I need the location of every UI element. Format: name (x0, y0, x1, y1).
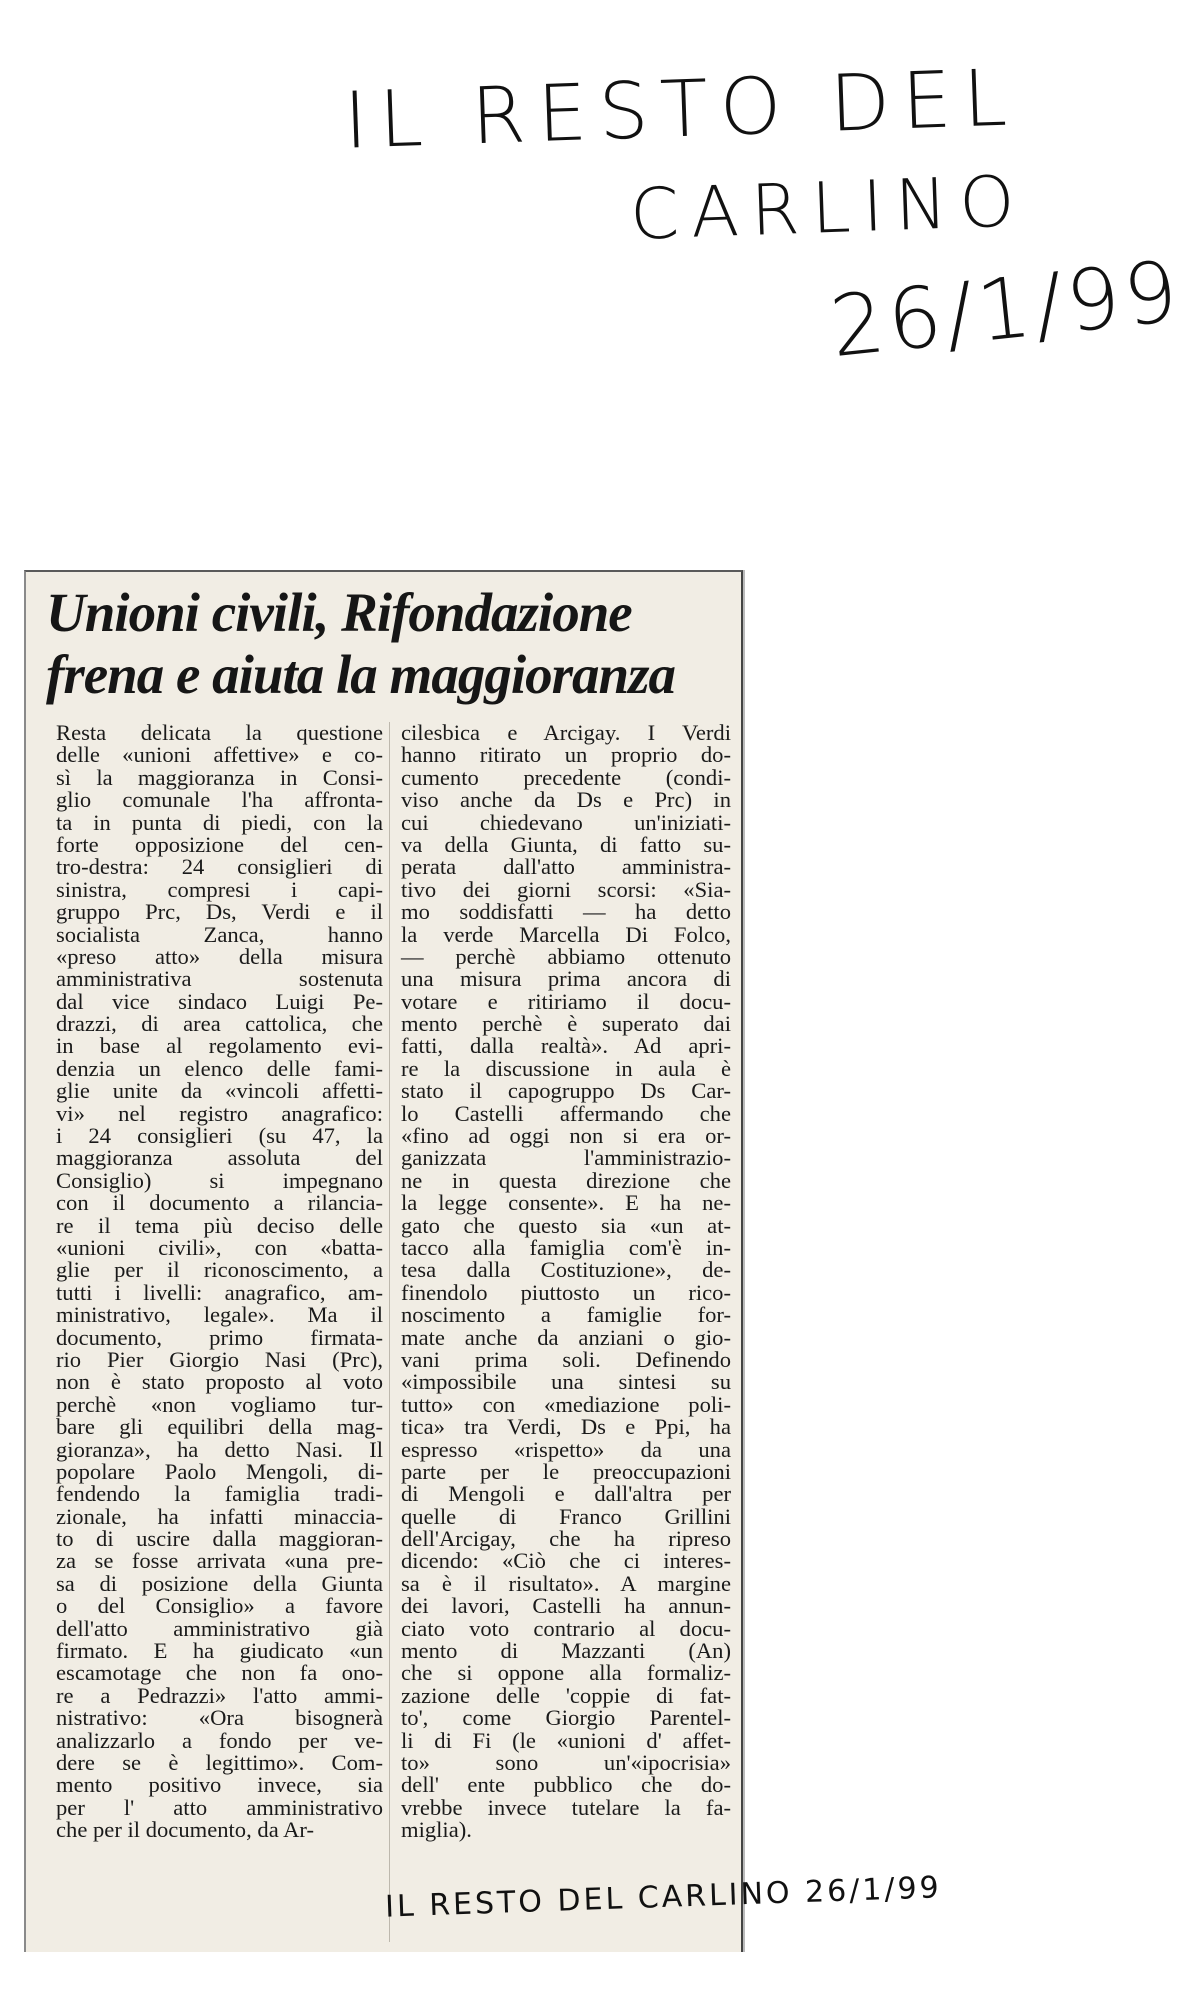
article-text-line: tica» tra Verdi, Ds e Ppi, ha (401, 1414, 731, 1440)
article-text-line: dell' ente pubblico che do- (401, 1772, 731, 1798)
article-text-line: miglia). (401, 1817, 472, 1843)
article-text-line: che per il documento, da Ar- (56, 1817, 315, 1843)
article-text-line: denzia un elenco delle fami- (56, 1055, 383, 1081)
article-headline (46, 582, 726, 706)
article-text-line: la verde Marcella Di Folco, (401, 921, 731, 947)
article-text-line: tro-destra: 24 consiglieri di (56, 854, 383, 880)
article-text-line: con il documento a rilancia- (56, 1190, 383, 1216)
article-text-line: mento perchè è superato dai (401, 1011, 731, 1037)
article-text-line: mo soddisfatti — ha detto (401, 899, 731, 925)
article-text-line: sì la maggioranza in Consi- (56, 764, 383, 790)
article-text-line: dal vice sindaco Luigi Pe- (56, 988, 383, 1014)
article-text-line: Resta delicata la questione (56, 720, 383, 745)
article-text-line: delle «unioni affettive» e co- (56, 742, 383, 768)
article-text-line: dicendo: «Ciò che ci interes- (401, 1548, 731, 1574)
article-text-line: cumento precedente (condi- (401, 764, 731, 790)
article-text-line: glie unite da «vincoli affetti- (56, 1078, 383, 1104)
article-text-line: ministrativo, legale». Ma il (56, 1302, 383, 1328)
article-text-line: per l' atto amministrativo (56, 1794, 383, 1820)
article-text-line: maggioranza assoluta del (56, 1145, 383, 1171)
article-text-line: finendolo piuttosto un rico- (401, 1279, 731, 1305)
article-text-line: tutti i livelli: anagrafico, am- (56, 1279, 383, 1305)
article-text-line: re la discussione in aula è (401, 1055, 731, 1081)
article-text-line: amministrativa sostenuta (56, 966, 383, 992)
article-text-line: hanno ritirato un proprio do- (401, 742, 731, 768)
article-text-line: za se fosse arrivata «una pre- (56, 1548, 383, 1574)
article-left-column (56, 722, 383, 1842)
article-text-line: li di Fi (le «unioni d' affet- (401, 1727, 731, 1753)
article-text-line: che si oppone alla formaliz- (401, 1660, 731, 1686)
article-text-line: votare e ritiriamo il docu- (401, 988, 731, 1014)
handwritten-annotation (330, 53, 1186, 377)
handwritten-source-note: IL RESTO DEL CARLINO 26/1/99 (384, 1870, 943, 1925)
article-text-line: sa è il risultato». A margine (401, 1570, 731, 1596)
article-text-line: dell'Arcigay, che ha ripreso (401, 1526, 731, 1552)
article-text-line: tesa dalla Costituzione», de- (401, 1257, 731, 1283)
article-text-line: in base al regolamento evi- (56, 1033, 383, 1059)
article-text-line: mate anche da anziani o gio- (401, 1324, 731, 1350)
article-text-line: ne in questa direzione che (401, 1167, 731, 1193)
article-text-line: mento positivo invece, sia (56, 1772, 383, 1798)
article-text-line: o del Consiglio» a favore (56, 1593, 383, 1619)
article-text-line: firmato. E ha giudicato «un (56, 1638, 383, 1664)
article-text-line: gato che questo sia «un at- (401, 1212, 731, 1238)
headline-line-2: frena e aiuta la maggioranza (46, 644, 676, 705)
article-text-line: espresso «rispetto» da una (401, 1436, 731, 1462)
article-text-line: zionale, ha infatti minaccia- (56, 1503, 383, 1529)
handwritten-date: 26/1/99 (825, 241, 1186, 377)
article-text-line: «unioni civili», con «batta- (56, 1234, 383, 1260)
column-divider (389, 722, 390, 1942)
article-text-line: to» sono un'«ipocrisia» (401, 1749, 731, 1775)
article-text-line: «impossibile una sintesi su (401, 1369, 731, 1395)
article-text-line: — perchè abbiamo ottenuto (401, 943, 731, 969)
article-text-line: rio Pier Giorgio Nasi (Prc), (56, 1346, 383, 1372)
article-text-line: perchè «non vogliamo tur- (56, 1391, 383, 1417)
article-text-line: to di uscire dalla maggioran- (56, 1526, 383, 1552)
article-text-line: vi» nel registro anagrafico: (56, 1100, 383, 1126)
article-text-line: ta in punta di piedi, con la (56, 809, 383, 835)
article-right-column (401, 722, 731, 1842)
article-text-line: vani prima soli. Definendo (401, 1346, 731, 1372)
article-text-line: fendendo la famiglia tradi- (56, 1481, 383, 1507)
article-text-line: la legge consente». E ha ne- (401, 1190, 731, 1216)
article-text-line: glie per il riconoscimento, a (56, 1257, 383, 1283)
article-text-line: analizzarlo a fondo per ve- (56, 1727, 383, 1753)
handwritten-newspaper-name: IL RESTO DEL (342, 53, 1021, 167)
article-text-line: dere se è legittimo». Com- (56, 1749, 383, 1775)
article-text-line: di Mengoli e dall'altra per (401, 1481, 731, 1507)
article-text-line: zazione delle 'coppie di fat- (401, 1682, 731, 1708)
article-text-line: re il tema più deciso delle (56, 1212, 383, 1238)
article-text-line: vrebbe invece tutelare la fa- (401, 1794, 731, 1820)
article-text-line: lo Castelli affermando che (401, 1100, 731, 1126)
article-text-line: tutto» con «mediazione poli- (401, 1391, 731, 1417)
article-text-line: dei lavori, Castelli ha annun- (401, 1593, 731, 1619)
article-text-line: sinistra, compresi i capi- (56, 876, 383, 902)
article-text-line: cilesbica e Arcigay. I Verdi (401, 720, 731, 745)
article-text-line: popolare Paolo Mengoli, di- (56, 1458, 383, 1484)
article-text-line: gruppo Prc, Ds, Verdi e il (56, 899, 383, 925)
article-text-line: sa di posizione della Giunta (56, 1570, 383, 1596)
headline-line-1: Unioni civili, Rifondazione (46, 582, 632, 643)
article-text-line: i 24 consiglieri (su 47, la (56, 1123, 383, 1149)
article-text-line: quelle di Franco Grillini (401, 1503, 731, 1529)
article-text-line: una misura prima ancora di (401, 966, 731, 992)
article-text-line: drazzi, di area cattolica, che (56, 1011, 383, 1037)
article-text-line: viso anche da Ds e Prc) in (401, 787, 731, 813)
article-text-line: documento, primo firmata- (56, 1324, 383, 1350)
article-text-line: non è stato proposto al voto (56, 1369, 383, 1395)
article-text-line: re a Pedrazzi» l'atto ammi- (56, 1682, 383, 1708)
article-text-line: mento di Mazzanti (An) (401, 1638, 731, 1664)
article-text-line: dell'atto amministrativo già (56, 1615, 383, 1641)
article-text-line: to', come Giorgio Parentel- (401, 1705, 731, 1731)
newspaper-clipping (24, 570, 743, 1952)
article-text-line: perata dall'atto amministra- (401, 854, 731, 880)
article-text-line: cui chiedevano un'iniziati- (401, 809, 731, 835)
article-text-line: nistrativo: «Ora bisognerà (56, 1705, 383, 1731)
article-text-line: va della Giunta, di fatto su- (401, 831, 731, 857)
article-text-line: «fino ad oggi non si era or- (401, 1123, 731, 1149)
article-text-line: «preso atto» della misura (56, 943, 383, 969)
handwritten-newspaper-name-2: CARLINO (628, 160, 1028, 256)
article-text-line: ciato voto contrario al docu- (401, 1615, 731, 1641)
article-text-line: glio comunale l'ha affronta- (56, 787, 383, 813)
article-text-line: fatti, dalla realtà». Ad apri- (401, 1033, 731, 1059)
article-text-line: tivo dei giorni scorsi: «Sia- (401, 876, 731, 902)
article-text-line: escamotage che non fa ono- (56, 1660, 383, 1686)
article-text-line: gioranza», ha detto Nasi. Il (56, 1436, 383, 1462)
article-text-line: Consiglio) si impegnano (56, 1167, 383, 1193)
article-text-line: tacco alla famiglia com'è in- (401, 1234, 731, 1260)
article-text-line: forte opposizione del cen- (56, 831, 383, 857)
article-text-line: bare gli equilibri della mag- (56, 1414, 383, 1440)
article-text-line: stato il capogruppo Ds Car- (401, 1078, 731, 1104)
article-text-line: socialista Zanca, hanno (56, 921, 383, 947)
article-text-line: noscimento a famiglie for- (401, 1302, 731, 1328)
article-text-line: ganizzata l'amministrazio- (401, 1145, 731, 1171)
article-text-line: parte per le preoccupazioni (401, 1458, 731, 1484)
